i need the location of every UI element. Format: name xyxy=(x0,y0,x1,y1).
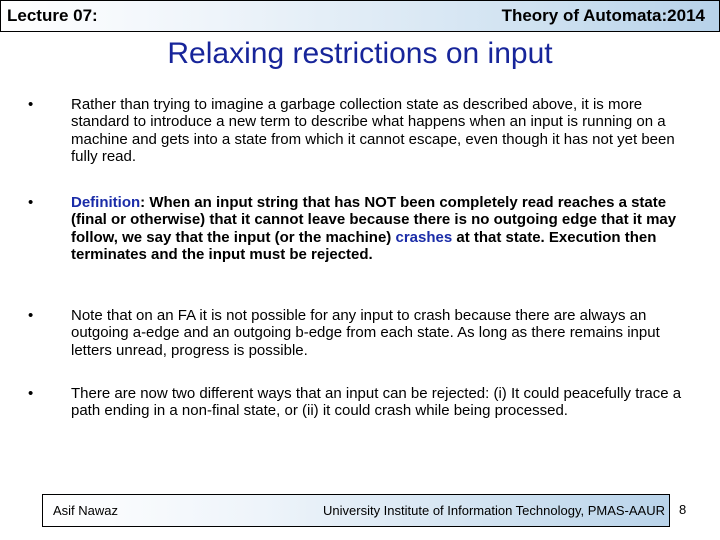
bullet-marker: • xyxy=(28,96,34,113)
definition-text xyxy=(71,194,686,263)
page-number: 8 xyxy=(679,502,687,517)
crashes-keyword: crashes xyxy=(395,228,453,246)
lecture-label: Lecture 07: xyxy=(7,6,98,25)
slide-header xyxy=(0,0,720,32)
bullet-marker: • xyxy=(28,307,34,324)
bullet-text: Note that on an FA it is not possible for any input to crash because there are always an outgoing a-edge and an outgoing b-edge from each state. As long as there remains input letters unread, progress is possible. xyxy=(71,307,660,359)
definition-term: Definition xyxy=(71,194,141,211)
institute-name: University Institute of Information Technology, PMAS-AAUR xyxy=(323,503,665,518)
definition-body: : When an input string that has NOT been completely read reaches a state (final or otherwise) that it cannot leave because there is no outgoing edge that it may follow, we say that the input (or the machine) xyxy=(71,194,677,246)
slide-footer xyxy=(42,494,670,527)
bullet-marker: • xyxy=(28,385,34,402)
bullet-marker: • xyxy=(28,194,34,211)
bullet-text: Rather than trying to imagine a garbage collection state as described above, it is more standard to introduce a new term to describe what happens when an input is running on a machine and gets into a state from which it cannot escape, even though it has not yet been fully read. xyxy=(71,96,675,165)
author-name: Asif Nawaz xyxy=(53,503,119,518)
bullet-text: There are now two different ways that an input can be rejected: (i) It could peacefully trace a path ending in a non-final state, or (ii) it could crash while being processed. xyxy=(71,385,682,420)
course-label: Theory of Automata:2014 xyxy=(501,6,705,25)
slide-title: Relaxing restrictions on input xyxy=(167,37,553,70)
definition-rest: at that state. Execution then terminates and the input must be rejected. xyxy=(71,228,657,263)
